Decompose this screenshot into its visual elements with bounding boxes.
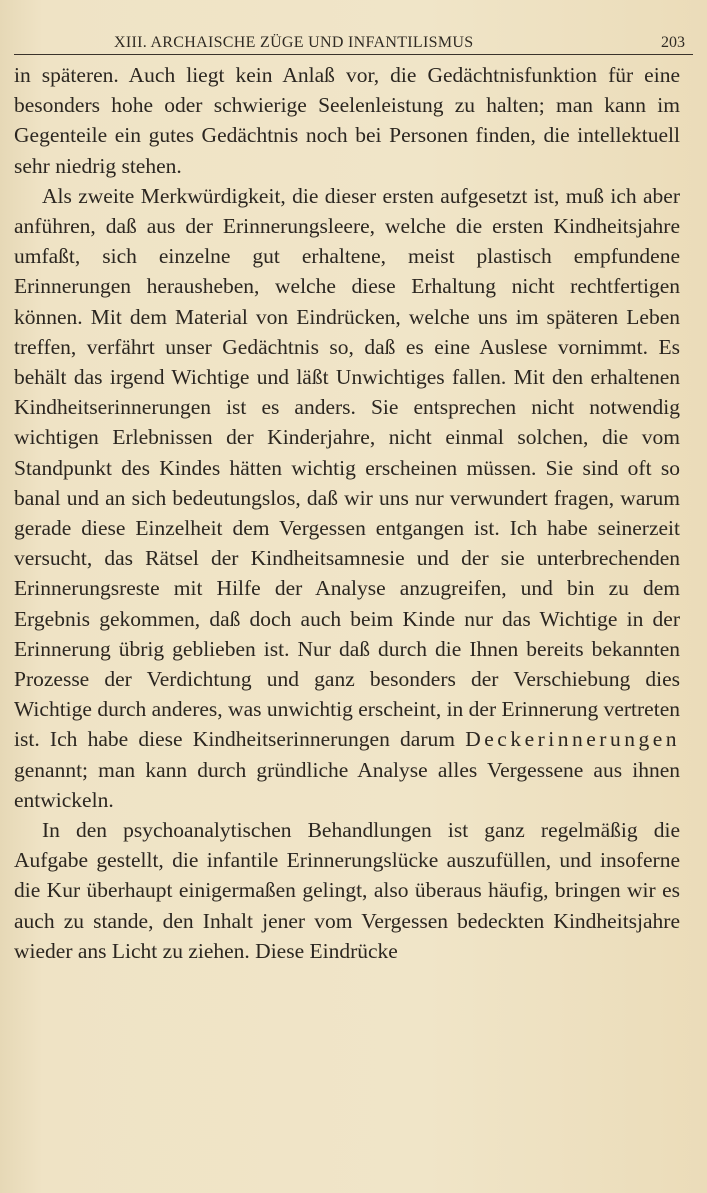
paragraph-text-after: genannt; man kann durch gründliche Analyse alles Vergessene aus ihnen entwickeln. (14, 757, 680, 812)
paragraph-text-before: Als zweite Merkwürdigkeit, die dieser ersten aufgesetzt ist, muß ich aber anführen, daß aus der Erinnerungsleere, welche die ersten Kindheitsjahre umfaßt, sich einzelne gut erhaltene, meist plastisch empfundene Erinnerungen herausheben, welche diese Erhaltung nicht rechtfertigen können. Mit dem Material von Eindrücken, welche uns im späteren Leben treffen, verfährt unser Gedächtnis so, daß es eine Auslese vornimmt. Es behält das irgend Wichtige und läßt Unwichtiges fallen. Mit den erhaltenen Kindheitserinnerungen ist es anders. Sie entsprechen nicht notwendig wichtigen Erlebnissen der Kinderjahre, nicht einmal solchen, die vom Standpunkt des Kindes hätten wichtig erscheinen müssen. Sie sind oft so banal und an sich bedeutungslos, daß wir uns nur verwundert fragen, warum gerade diese Einzelheit dem Vergessen entgangen ist. Ich habe seinerzeit versucht, das Rätsel der Kindheitsamnesie und der sie unterbrechenden Erinnerungsreste mit Hilfe der Analyse anzugreifen, und bin zu dem Ergebnis gekommen, daß doch auch beim Kinde nur das Wichtige in der Erinnerung übrig geblieben ist. Nur daß durch die Ihnen bereits bekannten Prozesse der Verdichtung und ganz besonders der Verschiebung dies Wichtige durch anderes, was unwichtig erscheint, in der Erinnerung vertreten ist. Ich habe diese Kindheitserinnerungen darum (14, 183, 680, 752)
body-text (14, 60, 680, 966)
page-header (14, 28, 693, 55)
paragraph-deckerinnerungen (14, 181, 680, 815)
spaced-term: Deckerinnerungen (465, 727, 681, 752)
page-number: 203 (661, 34, 685, 51)
paragraph-continuation: in späteren. Auch liegt kein Anlaß vor, die Gedächtnisfunktion für eine besonders hohe oder schwierige Seelenleistung zu halten; man kann im Gegenteile ein gutes Gedächtnis noch bei Personen finden, die intellektuell sehr niedrig stehen. (14, 63, 680, 178)
paragraph-psychoanalytic-treatment: In den psychoanalytischen Behandlungen ist ganz regelmäßig die Aufgabe gestellt, die infantile Erinnerungslücke auszufüllen, und insoferne die Kur überhaupt einigermaßen gelingt, also überaus häufig, bringen wir es auch zu stande, den Inhalt jener vom Vergessen bedeckten Kindheitsjahre wieder ans Licht zu ziehen. Diese Eindrücke (14, 818, 680, 963)
running-title: XIII. ARCHAISCHE ZÜGE UND INFANTILISMUS (114, 34, 474, 51)
